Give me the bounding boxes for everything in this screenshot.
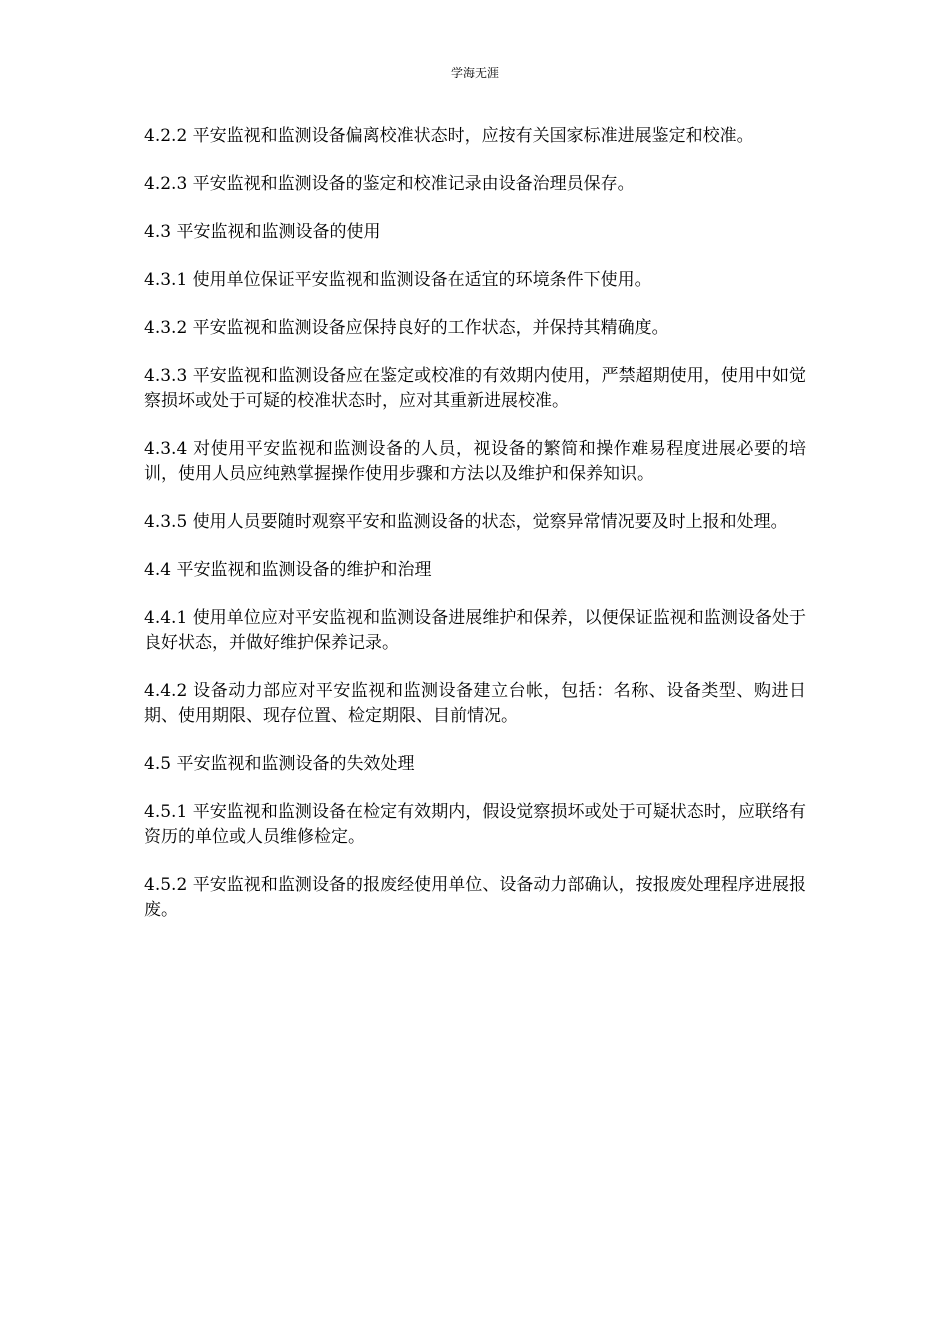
paragraph-4-3-3: 4.3.3 平安监视和监测设备应在鉴定或校准的有效期内使用，严禁超期使用，使用中如觉察损坏或处于可疑的校准状态时，应对其重新进展校准。	[144, 366, 806, 411]
paragraph-4-2-2: 4.2.2 平安监视和监测设备偏离校准状态时，应按有关国家标准进展鉴定和校准。	[144, 126, 754, 146]
page-header: 学海无涯	[450, 66, 499, 80]
paragraph-4-5-1: 4.5.1 平安监视和监测设备在检定有效期内，假设觉察损坏或处于可疑状态时，应联络有资历的单位或人员维修检定。	[144, 802, 806, 847]
section-heading-4-4: 4.4 平安监视和监测设备的维护和治理	[144, 560, 432, 580]
document-body	[144, 124, 806, 946]
paragraph-4-2-3: 4.2.3 平安监视和监测设备的鉴定和校准记录由设备治理员保存。	[144, 174, 635, 194]
section-heading-4-3: 4.3 平安监视和监测设备的使用	[144, 222, 381, 242]
paragraph-4-3-2: 4.3.2 平安监视和监测设备应保持良好的工作状态，并保持其精确度。	[144, 318, 669, 338]
paragraph-4-4-2: 4.4.2 设备动力部应对平安监视和监测设备建立台帐，包括：名称、设备类型、购进日期、使用期限、现存位置、检定期限、目前情况。	[144, 681, 806, 726]
paragraph-4-3-1: 4.3.1 使用单位保证平安监视和监测设备在适宜的环境条件下使用。	[144, 270, 652, 290]
section-heading-4-5: 4.5 平安监视和监测设备的失效处理	[144, 754, 415, 774]
paragraph-4-3-4: 4.3.4 对使用平安监视和监测设备的人员，视设备的繁简和操作难易程度进展必要的培训，使用人员应纯熟掌握操作使用步骤和方法以及维护和保养知识。	[144, 439, 806, 484]
paragraph-4-4-1: 4.4.1 使用单位应对平安监视和监测设备进展维护和保养，以便保证监视和监测设备处于良好状态，并做好维护保养记录。	[144, 608, 806, 653]
paragraph-4-5-2: 4.5.2 平安监视和监测设备的报废经使用单位、设备动力部确认，按报废处理程序进展报废。	[144, 875, 806, 920]
paragraph-4-3-5: 4.3.5 使用人员要随时观察平安和监测设备的状态，觉察异常情况要及时上报和处理。	[144, 512, 788, 532]
